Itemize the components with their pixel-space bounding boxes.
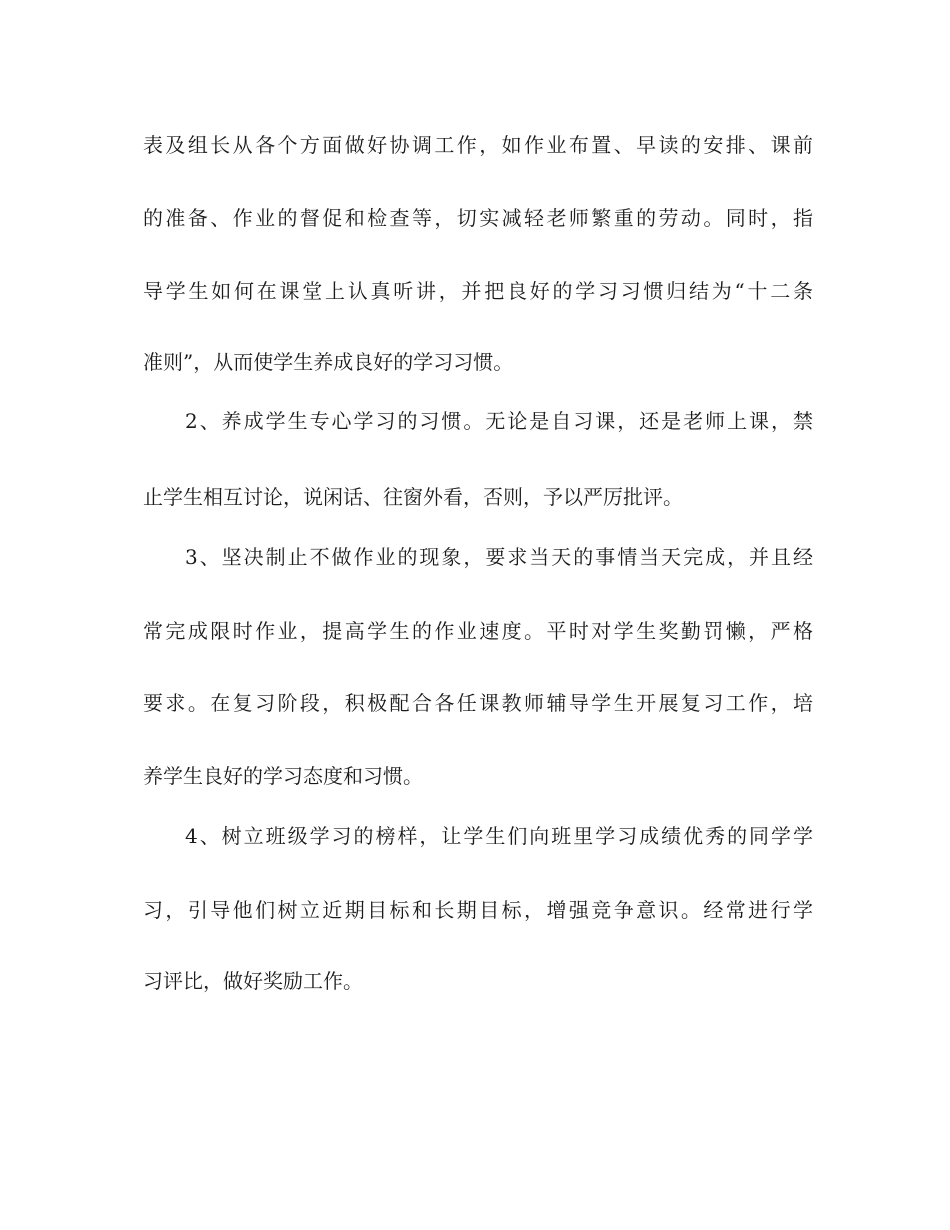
text-line: 要求。在复习阶段，积极配合各任课教师辅导学生开展复习工作，培	[143, 691, 813, 715]
text-line: 表及组长从各个方面做好协调工作，如作业布置、早读的安排、课前	[143, 133, 813, 157]
paragraph-2-first-line: 2、养成学生专心学习的习惯。无论是自习课，还是老师上课，禁	[185, 409, 813, 433]
paragraph-3-first-line: 3、坚决制止不做作业的现象，要求当天的事情当天完成，并且经	[185, 545, 813, 569]
text-line: 止学生相互讨论，说闲话、往窗外看，否则，予以严厉批评。	[143, 485, 683, 509]
text-line: 习评比，做好奖励工作。	[143, 969, 363, 993]
text-line: 的准备、作业的督促和检查等，切实减轻老师繁重的劳动。同时，指	[143, 206, 813, 230]
paragraph-4-first-line: 4、树立班级学习的榜样，让学生们向班里学习成绩优秀的同学学	[185, 824, 813, 848]
text-line: 习，引导他们树立近期目标和长期目标，增强竞争意识。经常进行学	[143, 898, 813, 922]
text-line: 准则”，从而使学生养成良好的学习习惯。	[143, 350, 514, 374]
text-line: 养学生良好的学习态度和习惯。	[143, 764, 423, 788]
text-line: 导学生如何在课堂上认真听讲，并把良好的学习习惯归结为“十二条	[143, 279, 813, 303]
text-line: 常完成限时作业，提高学生的作业速度。平时对学生奖勤罚懒，严格	[143, 619, 813, 643]
